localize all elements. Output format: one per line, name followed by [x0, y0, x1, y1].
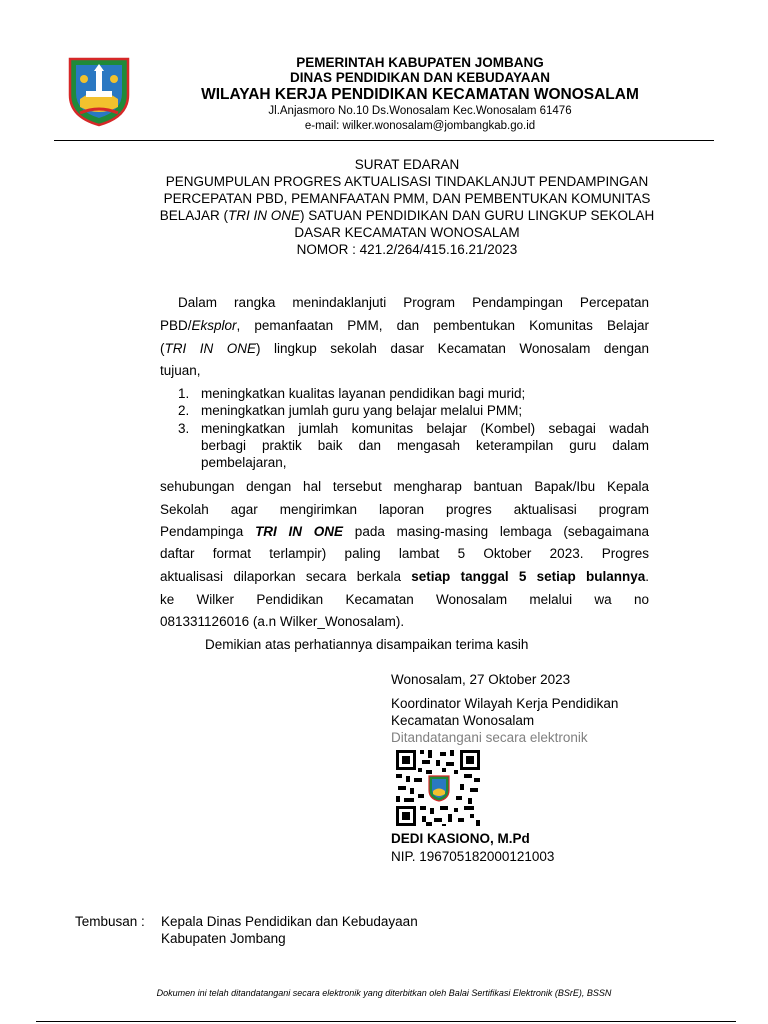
subject-line-2: PERCEPATAN PBD, PEMANFAATAN PMM, DAN PEMBENTUKAN KOMUNITAS — [163, 191, 651, 206]
list-number: 3. — [178, 421, 190, 436]
body-p2-line-5: aktualisasi dilaporkan secara berkala setiap tanggal 5 setiap bulannya. — [160, 569, 650, 584]
body-p2-line-7: 081331126016 (a.n Wilker_Wonosalam). — [160, 614, 405, 629]
body-p2-line-6: ke Wilker Pendidikan Kecamatan Wonosalam melalui wa no — [160, 592, 649, 607]
list-item-2: meningkatkan jumlah guru yang belajar melalui PMM; — [201, 403, 523, 418]
footer-divider — [36, 1021, 736, 1022]
body-p2-line-1: sehubungan dengan hal tersebut mengharap bantuan Bapak/Ibu Kepala — [160, 479, 649, 494]
subject-line-4: DASAR KECAMATAN WONOSALAM — [294, 225, 520, 240]
body-p1-line-4: tujuan, — [160, 363, 201, 378]
esign-footer-note: Dokumen ini telah ditandatangani secara elektronik yang diterbitkan oleh Balai Sertifikasi Elektronik (BSrE), BSSN — [156, 988, 612, 998]
letter-number: NOMOR : 421.2/264/415.16.21/2023 — [296, 242, 518, 257]
body-p1-line-1: Dalam rangka menindaklanjuti Program Pendampingan Percepatan — [178, 295, 649, 310]
header-divider — [54, 140, 714, 141]
header-address: Jl.Anjasmoro No.10 Ds.Wonosalam Kec.Wonosalam 61476 — [268, 105, 572, 117]
list-item-1: meningkatkan kualitas layanan pendidikan bagi murid; — [201, 386, 526, 401]
place-date: Wonosalam, 27 Oktober 2023 — [391, 672, 571, 687]
jombang-regency-crest-icon — [66, 55, 132, 127]
subject-line-3: BELAJAR (TRI IN ONE) SATUAN PENDIDIKAN DAN GURU LINGKUP SEKOLAH — [159, 208, 655, 223]
body-p2-line-3: Pendampinga TRI IN ONE pada masing-masing lembaga (sebagaimana — [160, 524, 649, 539]
body-p2-line-2: Sekolah agar mengirimkan laporan progres aktualisasi program — [160, 502, 649, 517]
header-government: PEMERINTAH KABUPATEN JOMBANG — [296, 55, 544, 70]
letter-type: SURAT EDARAN — [354, 157, 460, 172]
body-p1-line-3: (TRI IN ONE) lingkup sekolah dasar Kecamatan Wonosalam dengan — [160, 341, 649, 356]
signer-position-line-2: Kecamatan Wonosalam — [391, 713, 535, 728]
signer-name: DEDI KASIONO, M.Pd — [391, 831, 530, 846]
closing-sentence: Demikian atas perhatiannya disampaikan terima kasih — [205, 637, 529, 652]
body-p1-line-2: PBD/Eksplor, pemanfaatan PMM, dan pembentukan Komunitas Belajar — [160, 318, 649, 333]
header-email: e-mail: wilker.wonosalam@jombangkab.go.id — [304, 120, 536, 132]
list-item-3-line-3: pembelajaran, — [201, 455, 287, 470]
list-item-3-line-1: meningkatkan jumlah komunitas belajar (Kombel) sebagai wadah — [201, 421, 649, 436]
signer-position-line-1: Koordinator Wilayah Kerja Pendidikan — [391, 696, 619, 711]
subject-line-1: PENGUMPULAN PROGRES AKTUALISASI TINDAKLANJUT PENDAMPINGAN — [165, 174, 649, 189]
esign-note: Ditandatangani secara elektronik — [391, 730, 588, 745]
body-p2-line-4: daftar format terlampir) paling lambat 5 Oktober 2023. Progres — [160, 546, 649, 561]
list-item-3-line-2: berbagi praktik baik dan mengasah keterampilan guru dalam — [201, 438, 649, 453]
cc-recipient-line-1: Kepala Dinas Pendidikan dan Kebudayaan — [161, 914, 418, 929]
signature-qr-code-icon — [396, 750, 480, 826]
header-agency: DINAS PENDIDIKAN DAN KEBUDAYAAN — [289, 70, 551, 85]
cc-recipient-line-2: Kabupaten Jombang — [161, 931, 286, 946]
list-number: 1. — [178, 386, 190, 401]
cc-label: Tembusan : — [75, 914, 149, 929]
list-number: 2. — [178, 403, 190, 418]
header-office: WILAYAH KERJA PENDIDIKAN KECAMATAN WONOSALAM — [201, 86, 639, 103]
signer-nip: NIP. 196705182000121003 — [391, 849, 555, 864]
